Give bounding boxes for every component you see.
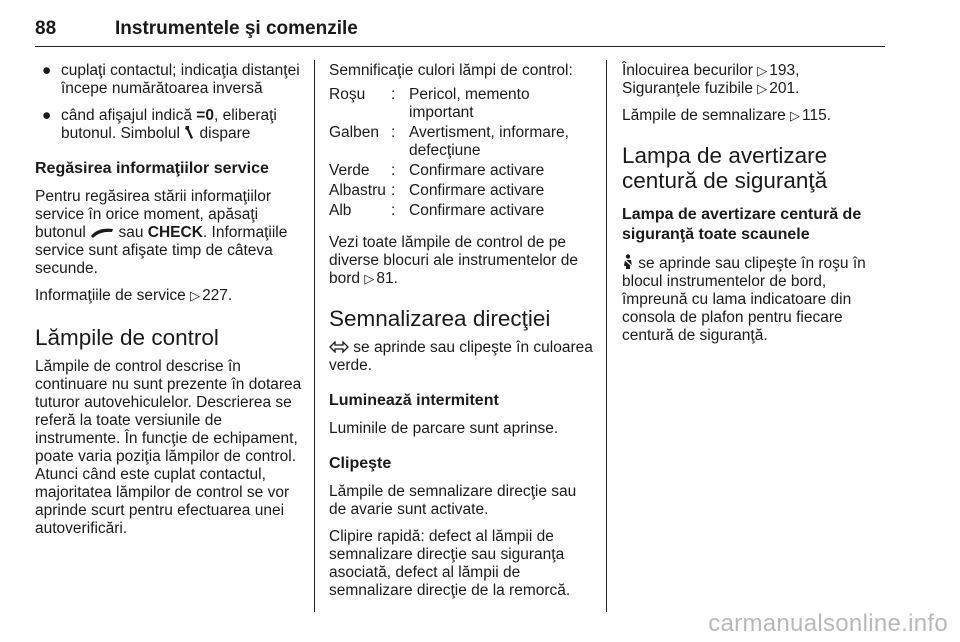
column-divider-1	[314, 60, 315, 612]
cross-references: Înlocuirea becurilor ▷ 193, Siguranţele fuzibile ▷ 201.	[622, 62, 800, 97]
table-row: Albastru : Confirmare activare	[329, 182, 545, 199]
section-heading-turn-signal: Semnalizarea direcţiei	[329, 306, 551, 331]
table-row: Roşu : Pericol, memento important	[329, 86, 530, 121]
turn-signal-icon	[329, 339, 349, 356]
column-1	[35, 62, 303, 547]
reference-arrow-icon: ▷	[790, 108, 801, 123]
paragraph-blinking: Luminile de parcare sunt aprinse.	[329, 420, 559, 437]
paragraph-turn-signal: se aprinde sau clipeşte în culoarea verde.	[329, 339, 593, 374]
section-heading-service: Regăsirea informaţiilor service	[35, 160, 269, 177]
paragraph-placement: Vezi toate lămpile de control de pe diverse blocuri ale instrumentelor de bord ▷ 81.	[329, 234, 578, 287]
subsection-heading-blinking: Luminează intermitent	[329, 392, 499, 409]
table-row: Verde : Confirmare activare	[329, 162, 545, 179]
color-legend-table	[329, 86, 597, 222]
page-header	[35, 8, 885, 40]
section-heading-control: Lămpile de control	[35, 325, 219, 350]
paragraph-flashing-2: Clipire rapidă: defect al lămpii de semnalizare direcţie sau siguranţa asociată, defect al lămpii de semnalizare direcţie de la remorcă.	[329, 528, 571, 599]
reference-arrow-icon: ▷	[757, 63, 768, 78]
table-row: Galben : Avertisment, informare, defecţiune	[329, 124, 569, 159]
reference-arrow-icon: ▷	[364, 271, 375, 286]
subsection-heading-seatbelt: Lampa de avertizare centură de siguranţă toate scaunele	[622, 206, 862, 243]
column-2	[329, 62, 597, 609]
column-divider-2	[606, 60, 607, 612]
reference-arrow-icon: ▷	[190, 288, 201, 303]
paragraph-service-ref: Informaţiile de service ▷ 227.	[35, 287, 233, 304]
bullet-text: cuplaţi contactul; indicaţia distanţei începe numărătoarea inversă	[61, 62, 300, 97]
subsection-heading-flashing: Clipeşte	[329, 455, 392, 472]
paragraph-flashing-1: Lămpile de semnalizare direcţie sau de avarie sunt activate.	[329, 483, 577, 518]
page-number: 88	[35, 18, 57, 39]
cross-reference-signal: Lămpile de semnalizare ▷ 115.	[622, 107, 832, 124]
paragraph-service: Pentru regăsirea stării informaţiilor service în orice moment, apăsaţi butonul sau CHECK. Informaţiile service sunt afişate timp de câteva secunde.	[35, 188, 288, 277]
list-item: ● când afişajul indică =0, eliberaţi butonul. Simbolul dispare	[42, 107, 277, 142]
chapter-title: Instrumentele şi comenzile	[115, 18, 358, 39]
column-3	[622, 62, 890, 354]
colors-intro: Semnificaţie culori lămpi de control:	[329, 62, 573, 79]
wrench-icon	[184, 125, 195, 142]
header-divider	[35, 46, 885, 47]
list-item: ● cuplaţi contactul; indicaţia distanţei începe numărătoarea inversă	[42, 62, 300, 97]
section-heading-seatbelt: Lampa de avertizare centură de siguranţă	[622, 143, 828, 193]
paragraph-control: Lămpile de control descrise în continuare nu sunt prezente în dotarea tuturor autovehiculelor. Descrierea se referă la toate versiunile de instrumente. În funcţie de echipament, poate varia poziţia lămpilor de control. Atunci când este cuplat contactul, majoritatea lămpilor de control se vor aprinde scurt pentru efectuarea unei autoverificări.	[35, 358, 302, 537]
seatbelt-icon	[622, 255, 634, 272]
paragraph-seatbelt: se aprinde sau clipeşte în roşu în blocul instrumentelor de bord, împreună cu lama indicatoare din consola de plafon pentru fiecare centură de siguranţă.	[622, 255, 866, 344]
reference-arrow-icon: ▷	[757, 81, 768, 96]
table-row: Alb : Confirmare activare	[329, 202, 545, 219]
menu-button-icon	[90, 224, 114, 241]
watermark: carmanualsonline.info	[708, 610, 948, 637]
